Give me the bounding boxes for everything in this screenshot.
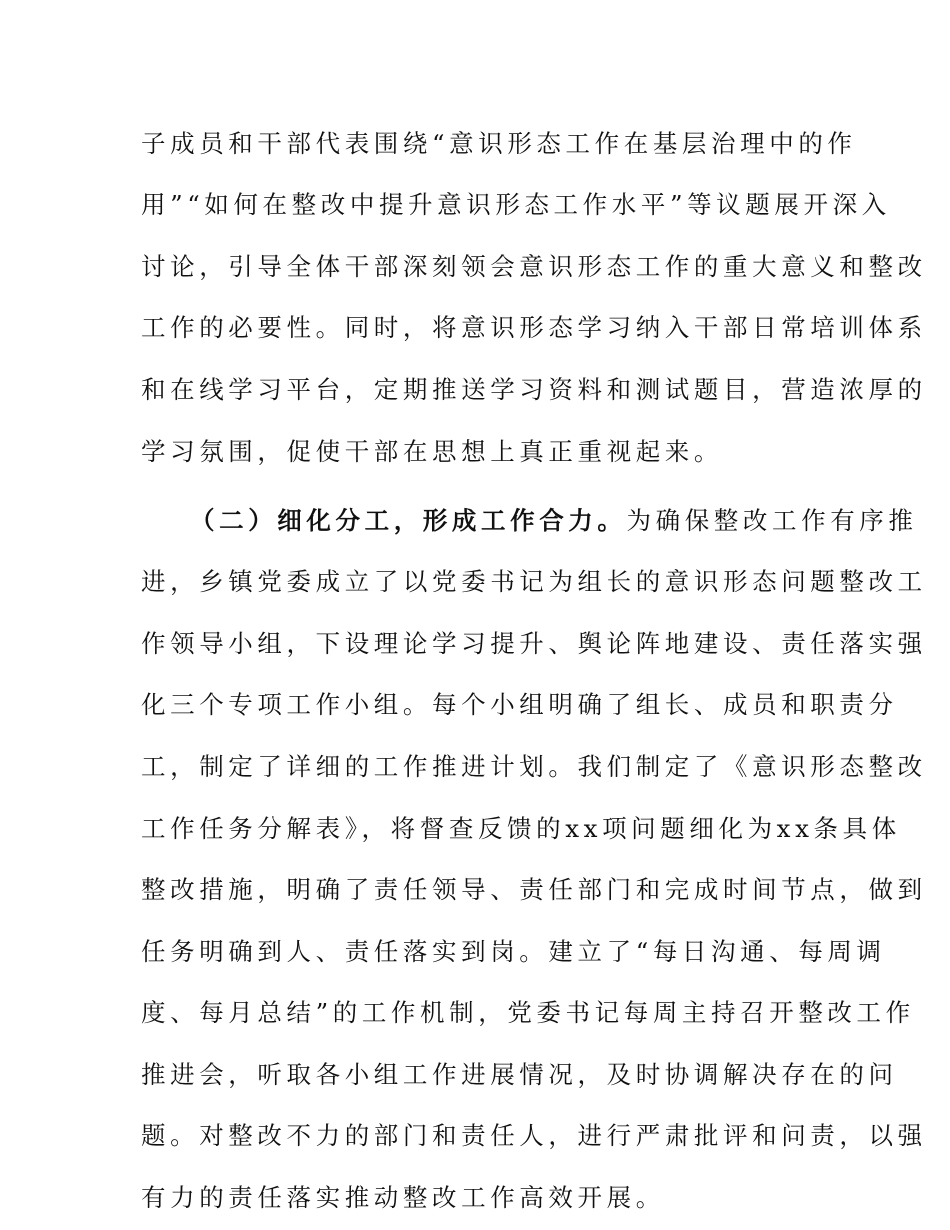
text-line: 整改措施，明确了责任领导、责任部门和完成时间节点，做到 bbox=[141, 875, 927, 904]
text-line: 学习氛围，促使干部在思想上真正重视起来。 bbox=[141, 437, 723, 466]
paragraph-first-line bbox=[190, 505, 918, 537]
text-line: 推进会，听取各小组工作进展情况，及时协调解决存在的问 bbox=[141, 1060, 898, 1089]
section-heading: （二）细化分工，形成工作合力。 bbox=[190, 506, 627, 535]
text-line: 度、每月总结”的工作机制，党委书记每周主持召开整改工作 bbox=[141, 998, 915, 1027]
text-line: 工作的必要性。同时，将意识形态学习纳入干部日常培训体系 bbox=[141, 313, 927, 342]
text-line: 子成员和干部代表围绕“意识形态工作在基层治理中的作 bbox=[141, 129, 857, 158]
text-line: 化三个专项工作小组。每个小组明确了组长、成员和职责分 bbox=[141, 690, 898, 719]
text-line: 工作任务分解表》，将督查反馈的xx项问题细化为xx条具体 bbox=[141, 814, 901, 843]
text-line: 有力的责任落实推动整改工作高效开展。 bbox=[141, 1183, 665, 1212]
text-line: 用”“如何在整改中提升意识形态工作水平”等议题展开深入 bbox=[141, 190, 891, 219]
text-line: 进，乡镇党委成立了以党委书记为组长的意识形态问题整改工 bbox=[141, 567, 927, 596]
text-line: 题。对整改不力的部门和责任人，进行严肃批评和问责，以强 bbox=[141, 1121, 927, 1150]
text-line: 讨论，引导全体干部深刻领会意识形态工作的重大意义和整改 bbox=[141, 252, 927, 281]
text-line: 作领导小组，下设理论学习提升、舆论阵地建设、责任落实强 bbox=[141, 629, 927, 658]
text-line: 任务明确到人、责任落实到岗。建立了“每日沟通、每周调 bbox=[141, 937, 886, 966]
text-span: 为确保整改工作有序推 bbox=[626, 506, 918, 535]
text-line: 工，制定了详细的工作推进计划。我们制定了《意识形态整改 bbox=[141, 752, 927, 781]
text-line: 和在线学习平台，定期推送学习资料和测试题目，营造浓厚的 bbox=[141, 375, 927, 404]
